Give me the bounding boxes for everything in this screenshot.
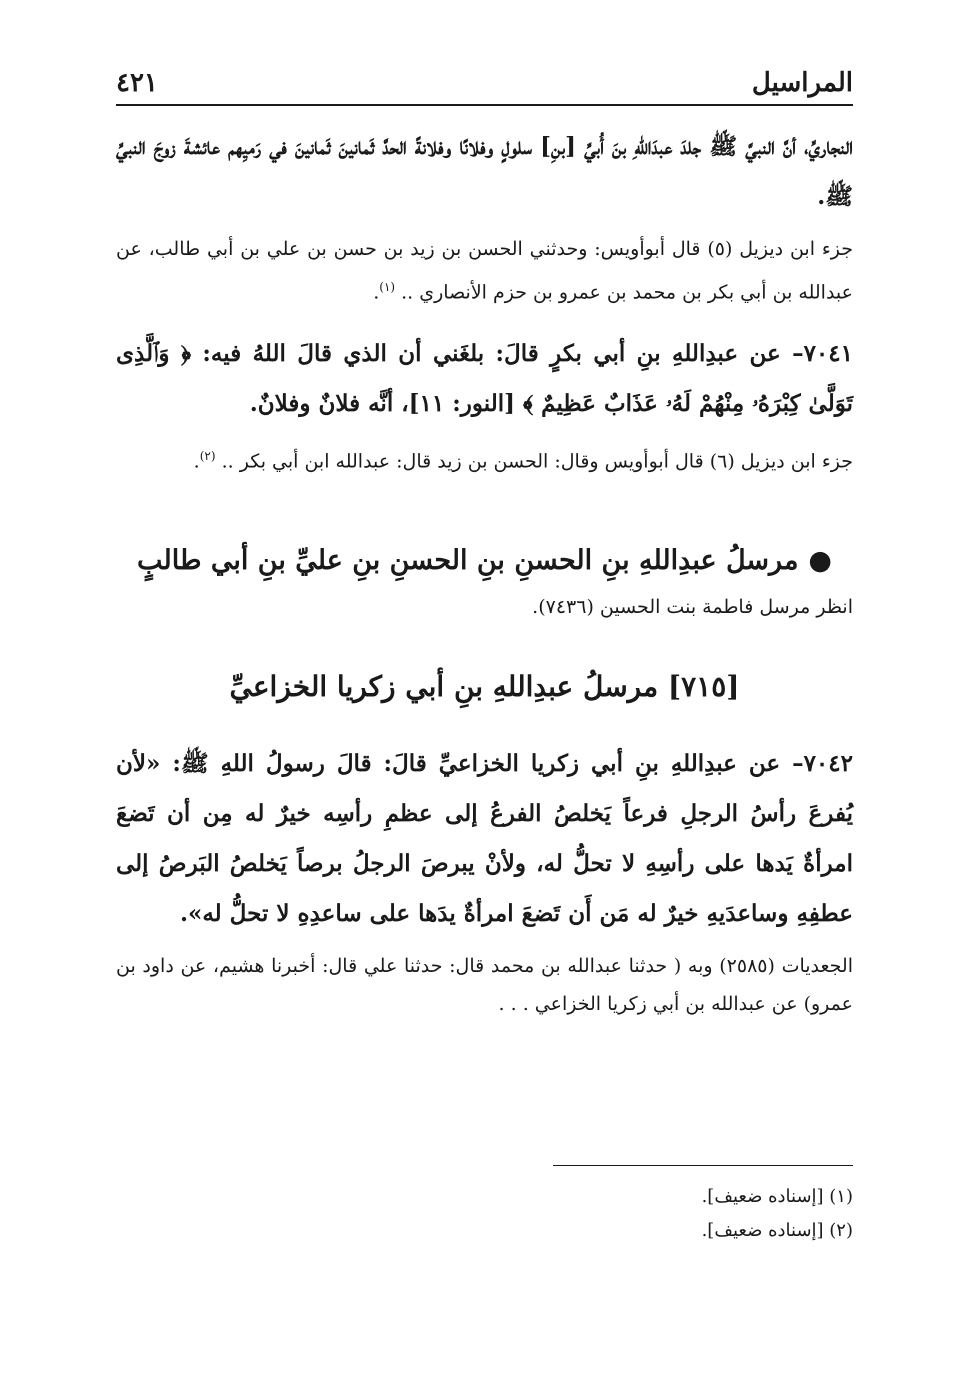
source-citation: جزء ابن ديزيل (٥) قال أبوأويس: وحدثني الحسن بن زيد بن حسن بن علي بن أبي طالب، عن عبدالله بن أبي بكر بن محمد بن عمرو بن حزم الأنصاري .. $^{(١)}$. xyxy=(116,238,853,304)
main-content xyxy=(116,122,853,1041)
page-number: ٤٢١ xyxy=(116,68,158,98)
footnote-ref: (١) xyxy=(379,280,396,294)
footnote-ref: (٢) xyxy=(199,449,216,464)
footnote-rule xyxy=(553,1165,853,1166)
source-citation: جزء ابن ديزيل (٦) قال أبوأويس وقال: الحسن بن زيد قال: عبدالله ابن أبي بكر .. $^{(٢)}$. xyxy=(193,449,853,473)
hadith-text: ٧٠٤١– عن عبدِاللهِ بنِ أبي بكرٍ قالَ: بلغَني أن الذي قالَ اللهُ فيه: ﴿ وَٱلَّذِى تَوَلَّىٰ كِبْرَهُۥ مِنْهُمْ لَهُۥ عَذَابٌ عَظِيمٌ ﴾ [النور: ١١]، أنَّه فلانٌ وفلانٌ. xyxy=(116,340,853,418)
cross-reference: انظر مرسل فاطمة بنت الحسين (٧٤٣٦). xyxy=(532,595,853,618)
footnotes xyxy=(353,1165,853,1248)
running-title: المراسيل xyxy=(751,68,853,98)
header-rule xyxy=(116,104,853,106)
source-text: جزء ابن ديزيل (٦) قال أبوأويس وقال: الحسن بن زيد قال: عبدالله ابن أبي بكر .. xyxy=(221,450,853,473)
subsection-title: مرسلُ عبدِاللهِ بنِ الحسنِ بنِ الحسنِ بنِ عليِّ بنِ أبي طالبٍ xyxy=(137,544,799,576)
subsection-heading xyxy=(116,545,853,576)
source-text: جزء ابن ديزيل (٥) قال أبوأويس: وحدثني الحسن بن زيد بن حسن بن علي بن أبي طالب، عن عبدالله بن أبي بكر بن محمد بن عمرو بن حزم الأنصاري .. xyxy=(116,238,853,304)
footnote: (٢) [إسناده ضعيف]. xyxy=(701,1220,853,1241)
hadith-text: النجاريِّ، أنَّ النبيَّ ﷺ جلدَ عبدَاللهِ بنَ أُبيِّ [بنِ] سلولٍ وفلانًا وفلانةً الحدَّ ثَمانينَ ثَمانينَ في رَميِهم عائشةَ زوجَ النبيِّ ﷺ. xyxy=(116,133,853,210)
bullet-icon: ● xyxy=(808,544,832,576)
source-citation: الجعديات (٢٥٨٥) وبه ( حدثنا عبدالله بن محمد قال: حدثنا علي قال: أخبرنا هشيم، عن داود بن عمرو) عن عبدالله بن أبي زكريا الخزاعي . . . xyxy=(116,954,854,1015)
page-header xyxy=(116,62,853,106)
section-heading: [٧١٥] مرسلُ عبدِاللهِ بنِ أبي زكريا الخزاعيِّ xyxy=(229,669,740,703)
footnote: (١) [إسناده ضعيف]. xyxy=(701,1186,853,1207)
hadith-text: ٧٠٤٢– عن عبدِاللهِ بنِ أبي زكريا الخزاعيِّ قالَ: قالَ رسولُ اللهِ ﷺ: «لأن يُفرعَ رأسُ الرجلِ فرعاً يَخلصُ الفرعُ إلى عظمِ رأسِه خيرٌ له مِن أن تَضعَ امرأةٌ يَدها على رأسِهِ لا تحلُّ له، ولأنْ يبرصَ الرجلُ برصاً يَخلصُ البَرصُ إلى عطفِهِ وساعدَيهِ خيرٌ له مَن أَن تَضعَ امرأةٌ يدَها على ساعدِهِ لا تحلُّ له». xyxy=(116,749,853,927)
